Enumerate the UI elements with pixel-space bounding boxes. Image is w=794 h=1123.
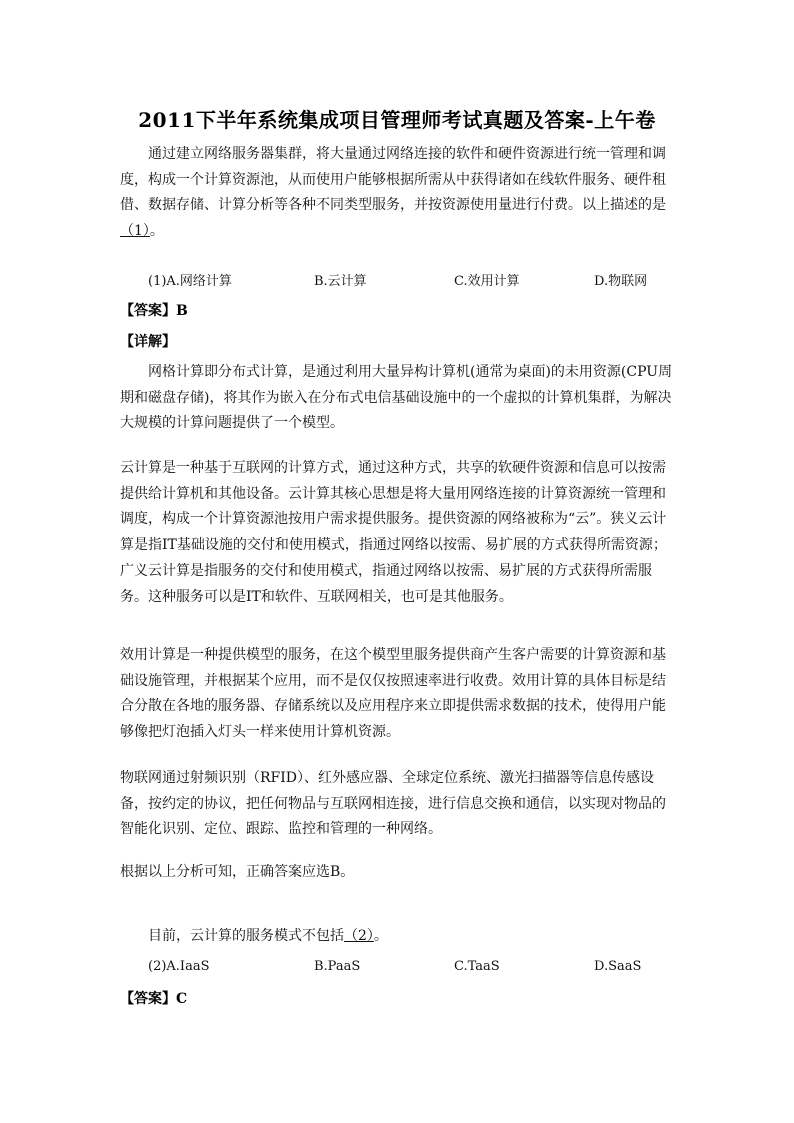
- question-2-stem-text: 目前，云计算的服务模式不包括: [148, 928, 344, 944]
- detail-label: 【详解】: [120, 334, 176, 350]
- question-1-option-b: B.云计算: [314, 274, 367, 289]
- detail-paragraph-iot: 物联网通过射频识别（RFID）、红外感应器、全球定位系统、激光扫描器等信息传感设备，按约定的协议，把任何物品与互联网相连接，进行信息交换和通信，以实现对物品的智能化识别、定位、跟踪、监控和管理的一种网络。: [120, 770, 666, 838]
- question-2-options: [148, 959, 688, 979]
- answer-value: C: [176, 991, 188, 1007]
- answer-value: B: [176, 303, 188, 319]
- question-2-blank: （2）: [344, 928, 374, 944]
- question-1-stem: [120, 142, 676, 245]
- question-2-option-d: D.SaaS: [594, 959, 642, 974]
- question-1-answer: [120, 300, 188, 320]
- page-title: 2011下半年系统集成项目管理师考试真题及答案-上午卷: [138, 108, 656, 132]
- question-2-answer: [120, 988, 187, 1008]
- answer-label: 【答案】: [120, 303, 176, 319]
- detail-paragraph-grid-computing: 网格计算即分布式计算，是通过利用大量异构计算机(通常为桌面)的未用资源(CPU周期和磁盘存储)，将其作为嵌入在分布式电信基础设施中的一个虚拟的计算机集群，为解决大规模的计算问题提供了一个模型。: [120, 364, 673, 432]
- question-2-option-a: (2)A.IaaS: [148, 959, 210, 974]
- question-1-option-a: (1)A.网络计算: [148, 274, 232, 289]
- question-2-option-c: C.TaaS: [454, 959, 500, 974]
- question-2-stem: [120, 924, 676, 950]
- question-1-stem-text: 通过建立网络服务器集群，将大量通过网络连接的软件和硬件资源进行统一管理和调度，构成一个计算资源池，从而使用户能够根据所需从中获得诸如在线软件服务、硬件租借、数据存储、计算分析等各种不同类型服务，并按资源使用量进行付费。以上描述的是: [120, 146, 666, 214]
- question-1-options: [148, 270, 688, 290]
- answer-label: 【答案】: [120, 991, 176, 1007]
- detail-paragraph-cloud-computing: 云计算是一种基于互联网的计算方式，通过这种方式，共享的软硬件资源和信息可以按需提供给计算机和其他设备。云计算其核心思想是将大量用网络连接的计算资源统一管理和调度，构成一个计算资源池按用户需求提供服务。提供资源的网络被称为“云”。狭义云计算是指IT基础设施的交付和使用模式，指通过网络以按需、易扩展的方式获得所需资源；广义云计算是指服务的交付和使用模式，指通过网络以按需、易扩展的方式获得所需服务。这种服务可以是IT和软件、互联网相关，也可是其他服务。: [120, 460, 667, 605]
- question-1-stem-end: 。: [149, 223, 164, 240]
- question-2-stem-end: 。: [373, 928, 388, 944]
- question-1-option-c: C.效用计算: [454, 274, 520, 289]
- question-2-option-b: B.PaaS: [314, 959, 361, 974]
- question-1-option-d: D.物联网: [594, 274, 648, 289]
- detail-paragraph-utility-computing: 效用计算是一种提供模型的服务，在这个模型里服务提供商产生客户需要的计算资源和基础设施管理，并根据某个应用，而不是仅仅按照速率进行收费。效用计算的具体目标是结合分散在各地的服务器、存储系统以及应用程序来立即提供需求数据的技术，使得用户能够像把灯泡插入灯头一样来使用计算机资源。: [120, 647, 666, 741]
- question-1-blank: （1）: [120, 223, 150, 240]
- detail-paragraph-conclusion: 根据以上分析可知，正确答案应选B。: [120, 864, 355, 880]
